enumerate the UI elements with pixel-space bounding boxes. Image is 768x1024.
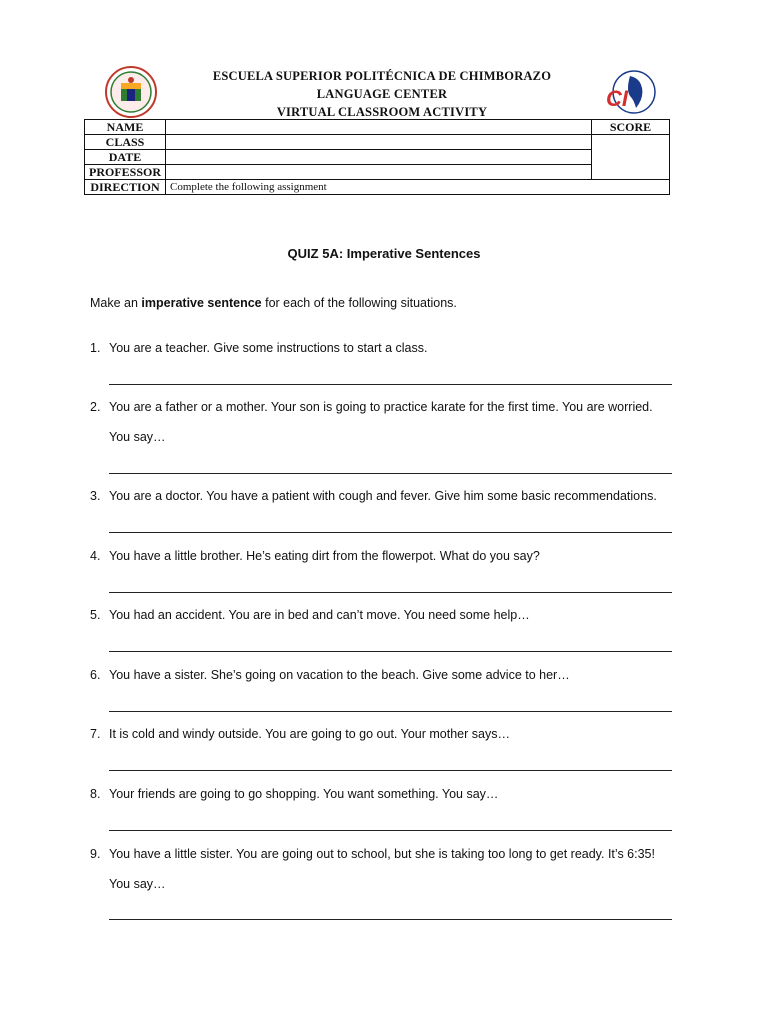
answer-line-1[interactable] bbox=[109, 384, 672, 385]
question-8: 8. Your friends are going to go shopping. You want something. You say… bbox=[90, 787, 499, 801]
date-label: DATE bbox=[85, 150, 166, 165]
score-field[interactable] bbox=[592, 135, 670, 180]
institution-name: ESCUELA SUPERIOR POLITÉCNICA DE CHIMBORAZO bbox=[212, 69, 552, 83]
score-label: SCORE bbox=[592, 120, 670, 135]
intro-after: for each of the following situations. bbox=[261, 296, 457, 310]
question-1: 1. You are a teacher. Give some instructions to start a class. bbox=[90, 341, 428, 355]
answer-line-9[interactable] bbox=[109, 919, 672, 920]
professor-field[interactable] bbox=[166, 165, 592, 180]
direction-label: DIRECTION bbox=[85, 180, 166, 195]
question-9: 9. You have a little sister. You are going out to school, but she is taking too long to get ready. It’s 6:35! bbox=[90, 847, 655, 861]
language-center-logo-icon bbox=[600, 68, 662, 122]
name-label: NAME bbox=[85, 120, 166, 135]
question-9-you-say: You say… bbox=[109, 877, 166, 891]
answer-line-8[interactable] bbox=[109, 830, 672, 831]
question-4: 4. You have a little brother. He’s eating dirt from the flowerpot. What do you say? bbox=[90, 549, 540, 563]
professor-label: PROFESSOR bbox=[85, 165, 166, 180]
class-label: CLASS bbox=[85, 135, 166, 150]
intro-bold: imperative sentence bbox=[141, 296, 262, 310]
direction-value: Complete the following assignment bbox=[166, 180, 670, 195]
answer-line-5[interactable] bbox=[109, 651, 672, 652]
quiz-title: QUIZ 5A: Imperative Sentences bbox=[287, 246, 481, 261]
question-2-you-say: You say… bbox=[109, 430, 166, 444]
intro-before: Make an bbox=[90, 296, 142, 310]
institution-header bbox=[160, 67, 604, 121]
question-2: 2. You are a father or a mother. Your son is going to practice karate for the first time. You are worried. bbox=[90, 400, 653, 414]
question-7: 7. It is cold and windy outside. You are going to go out. Your mother says… bbox=[90, 727, 510, 741]
date-field[interactable] bbox=[166, 150, 592, 165]
activity-title: VIRTUAL CLASSROOM ACTIVITY bbox=[276, 105, 488, 119]
answer-line-6[interactable] bbox=[109, 711, 672, 712]
espoch-seal-icon bbox=[105, 66, 157, 118]
answer-line-2[interactable] bbox=[109, 473, 672, 474]
name-field[interactable] bbox=[166, 120, 592, 135]
answer-line-4[interactable] bbox=[109, 592, 672, 593]
student-info-table bbox=[84, 119, 670, 195]
language-center: LANGUAGE CENTER bbox=[316, 87, 448, 101]
class-field[interactable] bbox=[166, 135, 592, 150]
answer-line-7[interactable] bbox=[109, 770, 672, 771]
instructions bbox=[90, 296, 457, 310]
question-6: 6. You have a sister. She’s going on vacation to the beach. Give some advice to her… bbox=[90, 668, 570, 682]
logo-ci-text: CI bbox=[606, 86, 628, 111]
question-5: 5. You had an accident. You are in bed and can’t move. You need some help… bbox=[90, 608, 530, 622]
question-3: 3. You are a doctor. You have a patient with cough and fever. Give him some basic recommendations. bbox=[90, 489, 657, 503]
answer-line-3[interactable] bbox=[109, 532, 672, 533]
